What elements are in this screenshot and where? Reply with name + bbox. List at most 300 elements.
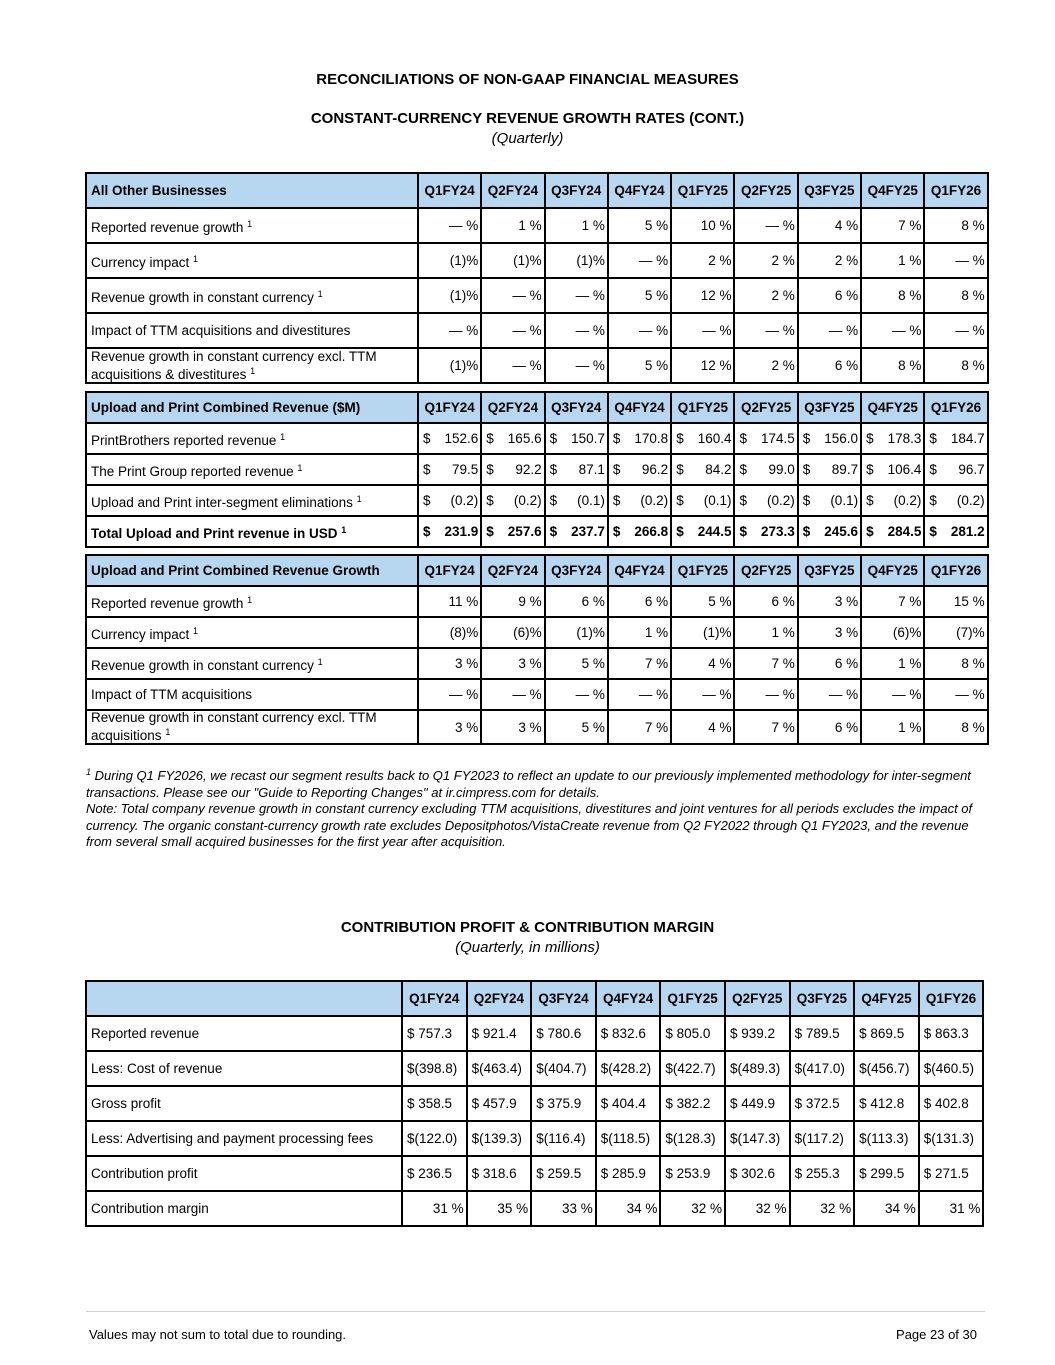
value-cell: 31 % [919, 1191, 984, 1226]
value-cell [545, 485, 608, 516]
value-cell: 1 % [861, 243, 924, 278]
row-label [86, 423, 418, 454]
amount: 273.3 [760, 524, 795, 539]
table-row [86, 278, 988, 313]
table-header-label: Upload and Print Combined Revenue ($M) [86, 392, 418, 423]
all-other-businesses-table [85, 172, 989, 384]
value-cell: 7 % [608, 648, 671, 679]
value-cell [924, 485, 987, 516]
column-header-q2fy25: Q2FY25 [725, 981, 790, 1016]
value-cell: $ 402.8 [919, 1086, 984, 1121]
row-label-text: Reported revenue [91, 1025, 200, 1041]
section-period-contribution: (Quarterly, in millions) [455, 939, 600, 956]
table-header-label: Upload and Print Combined Revenue Growth [86, 555, 418, 586]
row-label [86, 278, 418, 313]
currency-value [929, 431, 984, 446]
row-label-text: Revenue growth in constant currency excl. TTM acquisitions [91, 710, 377, 743]
table-row [86, 208, 988, 243]
amount: 257.6 [507, 524, 542, 539]
value-cell: — % [671, 679, 734, 710]
value-cell: 8 % [924, 348, 987, 383]
value-cell: $ 449.9 [725, 1086, 790, 1121]
value-cell: 2 % [798, 243, 861, 278]
currency-symbol: $ [929, 493, 937, 508]
amount: 152.6 [444, 431, 479, 446]
currency-symbol: $ [486, 431, 494, 446]
column-header-q4fy24: Q4FY24 [608, 555, 671, 586]
currency-value [866, 524, 921, 539]
value-cell: — % [608, 313, 671, 348]
value-cell: 6 % [798, 710, 861, 744]
currency-symbol: $ [802, 524, 811, 539]
value-cell: — % [671, 313, 734, 348]
value-cell: $(460.5) [919, 1051, 984, 1086]
currency-symbol: $ [929, 524, 937, 539]
amount: 160.4 [697, 431, 732, 446]
row-label [86, 313, 418, 348]
value-cell: $(131.3) [919, 1121, 984, 1156]
value-cell: $(116.4) [531, 1121, 596, 1156]
table-row [86, 617, 988, 648]
amount: (0.1) [703, 493, 732, 508]
value-cell: (7)% [924, 617, 987, 648]
value-cell: 6 % [798, 348, 861, 383]
currency-value [739, 493, 794, 508]
value-cell: $(417.0) [790, 1051, 855, 1086]
currency-symbol: $ [486, 524, 494, 539]
table-row [86, 679, 988, 710]
value-cell [924, 454, 987, 485]
footnote-marker: 1 [250, 365, 256, 376]
amount: 156.0 [824, 431, 859, 446]
row-label-text: Currency impact [91, 626, 190, 642]
amount: 174.5 [760, 431, 795, 446]
amount: (0.2) [767, 493, 795, 508]
value-cell [545, 454, 608, 485]
value-cell: $(139.3) [467, 1121, 532, 1156]
currency-symbol: $ [676, 431, 684, 446]
column-header-q1fy26: Q1FY26 [919, 981, 984, 1016]
value-cell: 15 % [924, 586, 987, 617]
value-cell: $ 255.3 [790, 1156, 855, 1191]
amount: 165.6 [507, 431, 542, 446]
currency-value [803, 431, 858, 446]
value-cell [861, 516, 924, 547]
value-cell: (1)% [481, 243, 544, 278]
footnote-marker: 1 [356, 493, 362, 504]
row-label [86, 648, 418, 679]
column-header-q4fy25: Q4FY25 [854, 981, 919, 1016]
row-label-text: Impact of TTM acquisitions and divestitures [91, 322, 351, 338]
row-label-text: Reported revenue growth [91, 595, 244, 611]
value-cell: 2 % [734, 243, 797, 278]
currency-value [423, 462, 478, 477]
amount: (0.2) [640, 493, 669, 508]
column-header-q1fy26: Q1FY26 [924, 392, 987, 423]
currency-value [676, 493, 731, 508]
column-header-q3fy25: Q3FY25 [798, 173, 861, 208]
value-cell: 9 % [481, 586, 544, 617]
value-cell: 5 % [608, 208, 671, 243]
value-cell: — % [545, 278, 608, 313]
currency-symbol: $ [423, 431, 431, 446]
footnote-marker: 1 [317, 656, 323, 667]
value-cell: 6 % [545, 586, 608, 617]
currency-value [739, 524, 794, 539]
amount: 92.2 [515, 462, 542, 477]
row-label [86, 454, 418, 485]
footnote-marker: 1 [317, 288, 323, 299]
currency-symbol: $ [802, 493, 811, 508]
value-cell: 12 % [671, 348, 734, 383]
column-header-q3fy25: Q3FY25 [798, 555, 861, 586]
value-cell: $ 412.8 [854, 1086, 919, 1121]
amount: 150.7 [571, 431, 605, 446]
currency-value [803, 524, 858, 539]
currency-value [486, 524, 541, 539]
value-cell [481, 516, 544, 547]
value-cell [418, 423, 481, 454]
value-cell [481, 423, 544, 454]
amount: 284.5 [887, 524, 922, 539]
column-header-q1fy26: Q1FY26 [924, 173, 987, 208]
value-cell: $ 382.2 [660, 1086, 725, 1121]
value-cell: — % [418, 313, 481, 348]
currency-symbol: $ [802, 462, 811, 477]
value-cell: 31 % [402, 1191, 467, 1226]
value-cell: $ 832.6 [596, 1016, 661, 1051]
column-header-q4fy25: Q4FY25 [861, 392, 924, 423]
value-cell: 4 % [671, 648, 734, 679]
value-cell: — % [924, 679, 987, 710]
currency-symbol: $ [676, 462, 684, 477]
amount: (0.2) [513, 493, 542, 508]
amount: 231.9 [444, 524, 479, 539]
value-cell [481, 485, 544, 516]
currency-symbol: $ [929, 431, 937, 446]
value-cell: — % [545, 679, 608, 710]
row-label-text: Less: Cost of revenue [91, 1060, 223, 1076]
value-cell: $(117.2) [790, 1121, 855, 1156]
value-cell: 2 % [671, 243, 734, 278]
value-cell: 6 % [608, 586, 671, 617]
footnote-marker: 1 [193, 253, 199, 264]
value-cell [798, 454, 861, 485]
value-cell: $(428.2) [596, 1051, 661, 1086]
amount: 84.2 [705, 462, 732, 477]
row-label-text: Reported revenue growth [91, 219, 244, 235]
contribution-profit-table [85, 980, 984, 1227]
currency-symbol: $ [612, 431, 621, 446]
row-label [86, 208, 418, 243]
row-label-text: Less: Advertising and payment processing fees [91, 1130, 374, 1146]
amount: 79.5 [452, 462, 479, 477]
value-cell: 5 % [608, 278, 671, 313]
currency-symbol: $ [866, 524, 874, 539]
value-cell: 5 % [545, 648, 608, 679]
value-cell: 3 % [418, 648, 481, 679]
row-label-text: The Print Group reported revenue [91, 463, 294, 479]
currency-symbol: $ [612, 493, 621, 508]
row-label-text: Revenue growth in constant currency [91, 657, 314, 673]
row-label-text: Total Upload and Print revenue in USD [91, 525, 338, 541]
value-cell [545, 516, 608, 547]
row-label [86, 586, 418, 617]
amount: (0.2) [956, 493, 985, 508]
currency-symbol: $ [423, 462, 431, 477]
currency-value [866, 462, 921, 477]
value-cell: — % [481, 278, 544, 313]
footnote-marker: 1 [247, 594, 253, 605]
currency-value [613, 493, 668, 508]
value-cell: 1 % [861, 648, 924, 679]
column-header-q1fy24: Q1FY24 [418, 555, 481, 586]
upload-print-revenue-table [85, 391, 989, 548]
amount: 281.2 [950, 524, 985, 539]
value-cell [671, 454, 734, 485]
value-cell: 5 % [608, 348, 671, 383]
value-cell: $ 302.6 [725, 1156, 790, 1191]
value-cell [608, 516, 671, 547]
value-cell: 5 % [671, 586, 734, 617]
value-cell [608, 454, 671, 485]
value-cell: — % [734, 313, 797, 348]
footer-rounding-note: Values may not sum to total due to rounding. [89, 1327, 347, 1342]
value-cell [924, 423, 987, 454]
value-cell: 1 % [481, 208, 544, 243]
table-row [86, 313, 988, 348]
currency-value [929, 462, 984, 477]
currency-value [486, 493, 541, 508]
footnote-recast: $^1$ During Q1 FY2026, we recast our segment results back to Q1 FY2023 to reflect an update to our previously implemented methodology for inter-segment transactions. Please see our "Guide to Reporting Changes" at ir.cimpress.com for details. [86, 767, 971, 800]
value-cell: — % [924, 243, 987, 278]
page-title: RECONCILIATIONS OF NON-GAAP FINANCIAL MEASURES [316, 71, 739, 88]
table-row [86, 1121, 983, 1156]
row-label [86, 485, 418, 516]
currency-symbol: $ [423, 493, 431, 508]
currency-symbol: $ [549, 462, 558, 477]
value-cell: — % [734, 679, 797, 710]
currency-symbol: $ [486, 493, 494, 508]
value-cell [734, 485, 797, 516]
footnote-marker: 1 [280, 431, 286, 442]
value-cell: $ 271.5 [919, 1156, 984, 1191]
row-label-text: PrintBrothers reported revenue [91, 432, 277, 448]
column-header-q3fy24: Q3FY24 [545, 555, 608, 586]
value-cell: $ 372.5 [790, 1086, 855, 1121]
row-label [86, 617, 418, 648]
currency-value [803, 462, 858, 477]
row-label [86, 516, 418, 547]
currency-value [486, 462, 541, 477]
value-cell [734, 423, 797, 454]
currency-value [486, 431, 541, 446]
value-cell: 3 % [481, 648, 544, 679]
amount: 178.3 [887, 431, 922, 446]
value-cell: — % [418, 208, 481, 243]
currency-symbol: $ [676, 524, 684, 539]
column-header-q1fy24: Q1FY24 [418, 392, 481, 423]
value-cell [798, 423, 861, 454]
value-cell: 1 % [734, 617, 797, 648]
amount: 87.1 [578, 462, 605, 477]
table-header-label: All Other Businesses [86, 173, 418, 208]
currency-symbol: $ [739, 493, 747, 508]
value-cell [861, 485, 924, 516]
value-cell: $ 236.5 [402, 1156, 467, 1191]
value-cell: — % [545, 313, 608, 348]
value-cell [671, 423, 734, 454]
section-title-constant-currency: CONSTANT-CURRENCY REVENUE GROWTH RATES (CONT.) [310, 110, 745, 127]
value-cell [608, 423, 671, 454]
value-cell: $ 789.5 [790, 1016, 855, 1051]
value-cell: 7 % [861, 208, 924, 243]
value-cell: $ 404.4 [596, 1086, 661, 1121]
value-cell: — % [608, 679, 671, 710]
table-row [86, 485, 988, 516]
value-cell: — % [481, 348, 544, 383]
value-cell: $ 259.5 [531, 1156, 596, 1191]
currency-symbol: $ [486, 462, 494, 477]
row-label [86, 1156, 402, 1191]
amount: (0.1) [577, 493, 605, 508]
footnotes [86, 764, 986, 851]
amount: 184.7 [950, 431, 985, 446]
value-cell [608, 485, 671, 516]
value-cell: $ 457.9 [467, 1086, 532, 1121]
value-cell: (1)% [671, 617, 734, 648]
value-cell: $ 863.3 [919, 1016, 984, 1051]
value-cell: 5 % [545, 710, 608, 744]
row-label [86, 348, 418, 383]
currency-value [550, 431, 605, 446]
currency-value [866, 493, 921, 508]
value-cell: 12 % [671, 278, 734, 313]
value-cell [481, 454, 544, 485]
currency-value [676, 462, 731, 477]
value-cell: 8 % [924, 648, 987, 679]
value-cell: (1)% [418, 278, 481, 313]
upload-print-growth-table [85, 554, 989, 745]
value-cell: $ 869.5 [854, 1016, 919, 1051]
amount: 89.7 [831, 462, 859, 477]
amount: (0.2) [450, 493, 479, 508]
column-header-q4fy24: Q4FY24 [596, 981, 661, 1016]
page-number: Page 23 of 30 [896, 1327, 977, 1342]
column-header-q4fy24: Q4FY24 [608, 173, 671, 208]
row-label-text: Gross profit [91, 1095, 161, 1111]
column-header-q3fy25: Q3FY25 [790, 981, 855, 1016]
value-cell: — % [861, 679, 924, 710]
currency-value [423, 431, 478, 446]
row-label [86, 679, 418, 710]
value-cell: (1)% [418, 243, 481, 278]
value-cell: $(398.8) [402, 1051, 467, 1086]
column-header-q1fy26: Q1FY26 [924, 555, 987, 586]
value-cell: 1 % [861, 710, 924, 744]
currency-symbol: $ [866, 493, 874, 508]
value-cell: $ 780.6 [531, 1016, 596, 1051]
value-cell: $ 299.5 [854, 1156, 919, 1191]
amount: 96.2 [641, 462, 669, 477]
value-cell: $ 253.9 [660, 1156, 725, 1191]
amount: 170.8 [634, 431, 669, 446]
currency-value [676, 431, 731, 446]
amount: 245.6 [824, 524, 859, 539]
column-header-q1fy24: Q1FY24 [402, 981, 467, 1016]
value-cell: 8 % [924, 278, 987, 313]
value-cell: — % [861, 313, 924, 348]
value-cell: — % [608, 243, 671, 278]
column-header-q3fy24: Q3FY24 [531, 981, 596, 1016]
value-cell: 8 % [861, 348, 924, 383]
value-cell: (1)% [418, 348, 481, 383]
column-header-q2fy25: Q2FY25 [734, 173, 797, 208]
row-label [86, 1191, 402, 1226]
column-header-q2fy24: Q2FY24 [481, 555, 544, 586]
value-cell [418, 454, 481, 485]
row-label-text: Impact of TTM acquisitions [91, 686, 253, 702]
currency-value [739, 431, 794, 446]
currency-value [866, 431, 921, 446]
value-cell: $ 805.0 [660, 1016, 725, 1051]
table-row [86, 1191, 983, 1226]
value-cell: $ 921.4 [467, 1016, 532, 1051]
value-cell: $ 939.2 [725, 1016, 790, 1051]
row-label-text: Revenue growth in constant currency excl. TTM acquisitions & divestitures [91, 348, 377, 382]
currency-symbol: $ [802, 431, 811, 446]
value-cell: — % [481, 313, 544, 348]
value-cell [734, 516, 797, 547]
currency-value [929, 493, 984, 508]
column-header-q3fy24: Q3FY24 [545, 392, 608, 423]
value-cell: 3 % [798, 617, 861, 648]
table-row [86, 586, 988, 617]
footnote-marker: 1 [247, 218, 253, 229]
row-label-text: Revenue growth in constant currency [91, 289, 314, 305]
value-cell [418, 485, 481, 516]
section-title-contribution: CONTRIBUTION PROFIT & CONTRIBUTION MARGIN [340, 919, 715, 936]
currency-value [929, 524, 984, 539]
value-cell: 6 % [798, 648, 861, 679]
value-cell: (6)% [481, 617, 544, 648]
column-header-q3fy25: Q3FY25 [798, 392, 861, 423]
table-row [86, 243, 988, 278]
value-cell: 7 % [734, 648, 797, 679]
value-cell: $(489.3) [725, 1051, 790, 1086]
value-cell [798, 485, 861, 516]
value-cell: 34 % [596, 1191, 661, 1226]
amount: 237.7 [571, 524, 605, 539]
value-cell [734, 454, 797, 485]
column-header-q1fy25: Q1FY25 [671, 173, 734, 208]
column-header-q3fy24: Q3FY24 [545, 173, 608, 208]
row-label [86, 1016, 402, 1051]
amount: 96.7 [958, 462, 985, 477]
row-label-text: Upload and Print inter-segment eliminations [91, 494, 353, 510]
column-header-q1fy24: Q1FY24 [418, 173, 481, 208]
table-row [86, 648, 988, 679]
value-cell: $(122.0) [402, 1121, 467, 1156]
value-cell: — % [924, 313, 987, 348]
footnote-marker: 1 [193, 625, 199, 636]
column-header-q4fy24: Q4FY24 [608, 392, 671, 423]
value-cell: $(113.3) [854, 1121, 919, 1156]
value-cell: 8 % [924, 208, 987, 243]
amount: 244.5 [697, 524, 732, 539]
value-cell: $(456.7) [854, 1051, 919, 1086]
value-cell: 4 % [798, 208, 861, 243]
